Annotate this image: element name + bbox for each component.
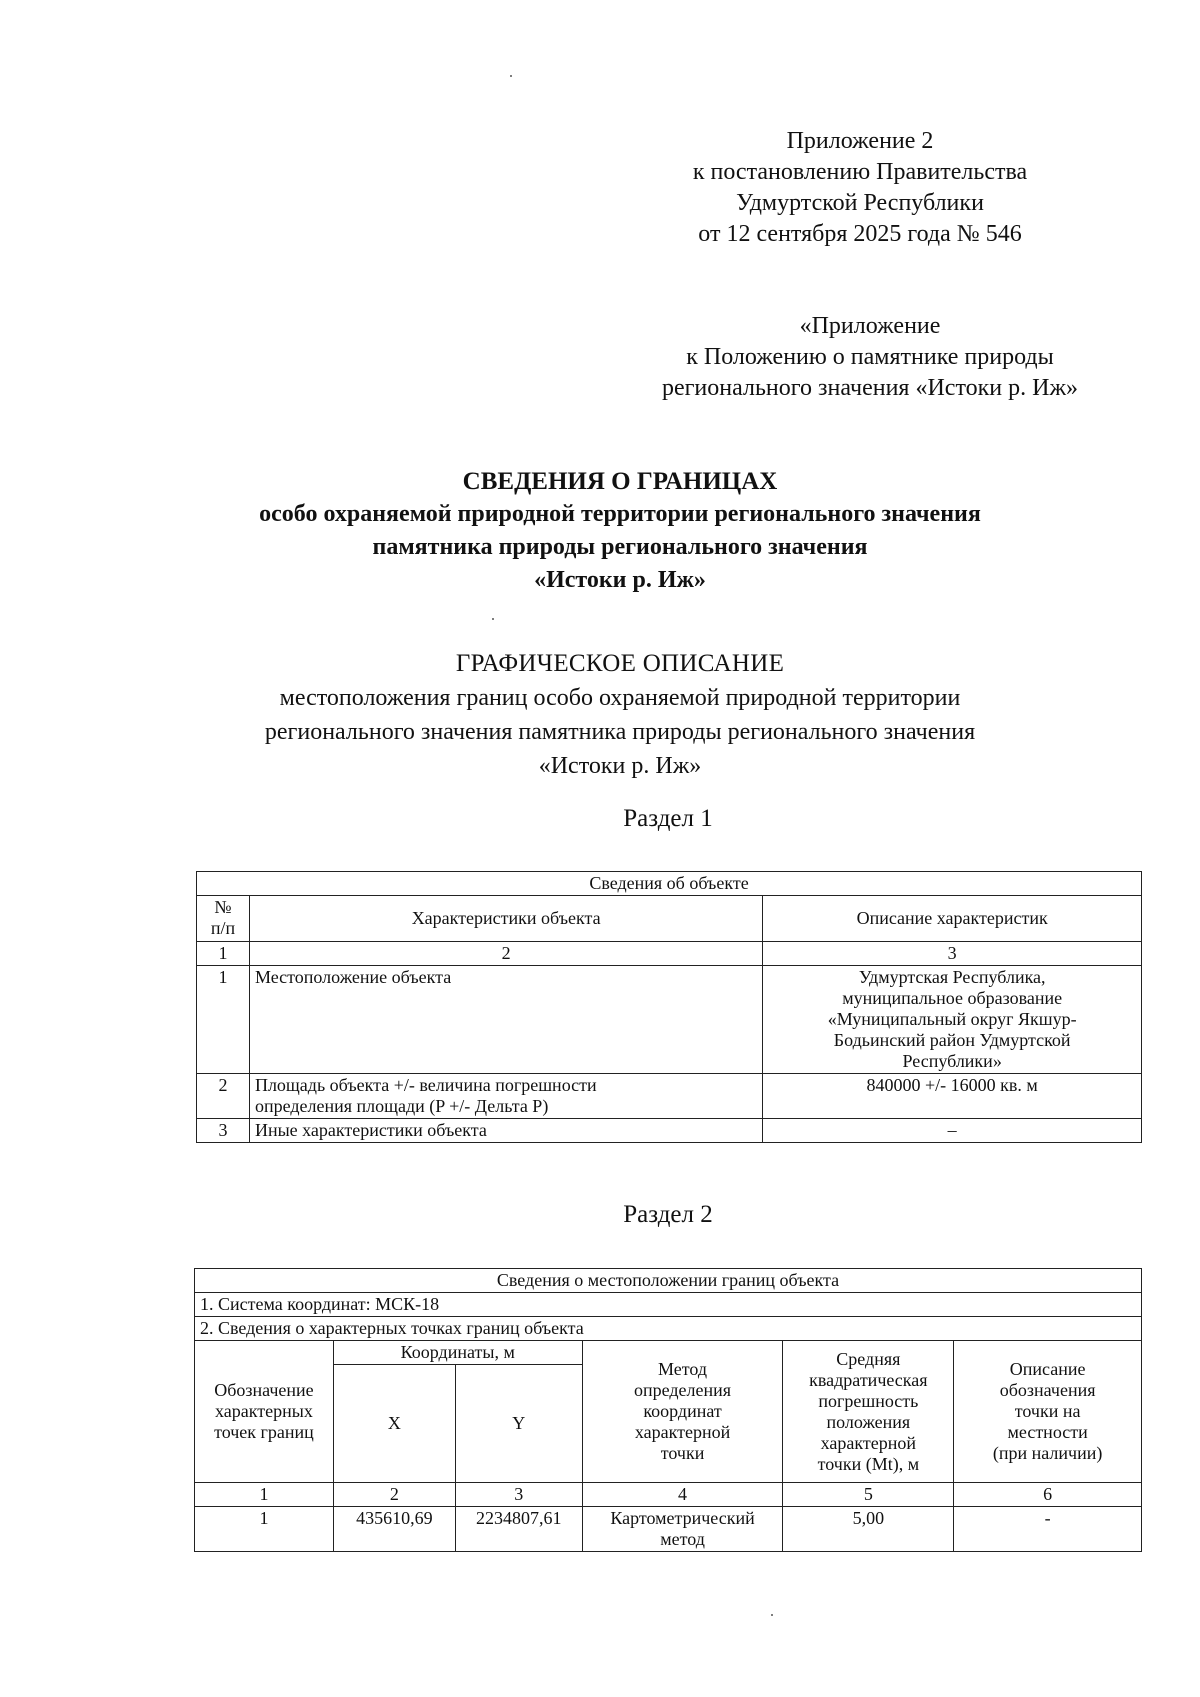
column-number: 1 [197,942,250,966]
point-id: 1 [195,1507,334,1552]
header-num: № п/п [197,896,250,942]
table-row [195,1507,1142,1552]
row-value: Удмуртская Республика, муниципальное образование «Муниципальный округ Якшур- Бодьинский район Удмуртской Республики» [763,966,1142,1074]
column-number: 3 [455,1483,582,1507]
point-method: Картометрический метод [582,1507,783,1552]
annex2-line: регионального значения «Истоки р. Иж» [661,375,1079,401]
table-caption: Сведения об объекте [197,872,1142,896]
subtitle-line: местоположения границ особо охраняемой природной территории [279,685,961,711]
column-number: 5 [783,1483,954,1507]
annex-to-regulation [610,311,1130,404]
coordinate-system: 1. Система координат: МСК-18 [195,1293,1142,1317]
row-name: Местоположение объекта [249,966,762,1074]
point-x: 435610,69 [333,1507,455,1552]
header-description: Описание характеристик [763,896,1142,942]
title-line: особо охраняемой природной территории регионального значения [259,501,981,527]
column-number: 1 [195,1483,334,1507]
point-error: 5,00 [783,1507,954,1552]
row-name: Иные характеристики объекта [249,1119,762,1143]
boundary-location-table [194,1268,1142,1552]
point-y: 2234807,61 [455,1507,582,1552]
annex2-line: к Положению о памятнике природы [686,344,1054,370]
table-row [197,1119,1142,1143]
header-x: X [333,1365,455,1483]
row-value: 840000 +/- 16000 кв. м [763,1074,1142,1119]
table-row [197,1074,1142,1119]
subtitle-line: «Истоки р. Иж» [538,753,702,779]
annex-header [650,126,1070,250]
title-line: «Истоки р. Иж» [534,567,706,593]
section-1-title: Раздел 1 [623,805,713,832]
title-line: памятника природы регионального значения [372,534,868,560]
table-row [197,966,1142,1074]
annex-line: Приложение 2 [786,128,934,154]
header-characteristics: Характеристики объекта [249,896,762,942]
document-title [180,465,1060,597]
row-number: 1 [197,966,250,1074]
points-caption: 2. Сведения о характерных точках границ объекта [195,1317,1142,1341]
scan-speck [771,1614,773,1616]
header-y: Y [455,1365,582,1483]
column-number: 4 [582,1483,783,1507]
row-name: Площадь объекта +/- величина погрешности определения площади (P +/- Дельта P) [249,1074,762,1119]
header-method: Метод определения координат характерной точки [582,1341,783,1483]
subtitle-line: ГРАФИЧЕСКОЕ ОПИСАНИЕ [455,650,785,677]
header-designation: Обозначение характерных точек границ [195,1341,334,1483]
row-value: – [763,1119,1142,1143]
section-2-title: Раздел 2 [623,1201,713,1228]
row-number: 3 [197,1119,250,1143]
annex-line: к постановлению Правительства [692,159,1028,185]
point-description: - [954,1507,1142,1552]
row-number: 2 [197,1074,250,1119]
object-info-table [196,871,1142,1143]
subtitle-line: регионального значения памятника природы регионального значения [264,719,976,745]
column-number: 2 [249,942,762,966]
annex-line: Удмуртской Республики [736,190,984,216]
header-coordinates: Координаты, м [333,1341,582,1365]
column-number: 6 [954,1483,1142,1507]
column-number: 3 [763,942,1142,966]
graphic-description-title [200,647,1040,783]
table-caption: Сведения о местоположении границ объекта [195,1269,1142,1293]
scan-speck [492,618,494,620]
column-number: 2 [333,1483,455,1507]
annex2-line: «Приложение [799,313,941,339]
header-point-description: Описание обозначения точки на местности (при наличии) [954,1341,1142,1483]
title-line: СВЕДЕНИЯ О ГРАНИЦАХ [462,468,778,495]
scan-speck [510,75,512,77]
annex-line: от 12 сентября 2025 года № 546 [698,221,1022,247]
header-error: Средняя квадратическая погрешность положения характерной точки (Mt), м [783,1341,954,1483]
